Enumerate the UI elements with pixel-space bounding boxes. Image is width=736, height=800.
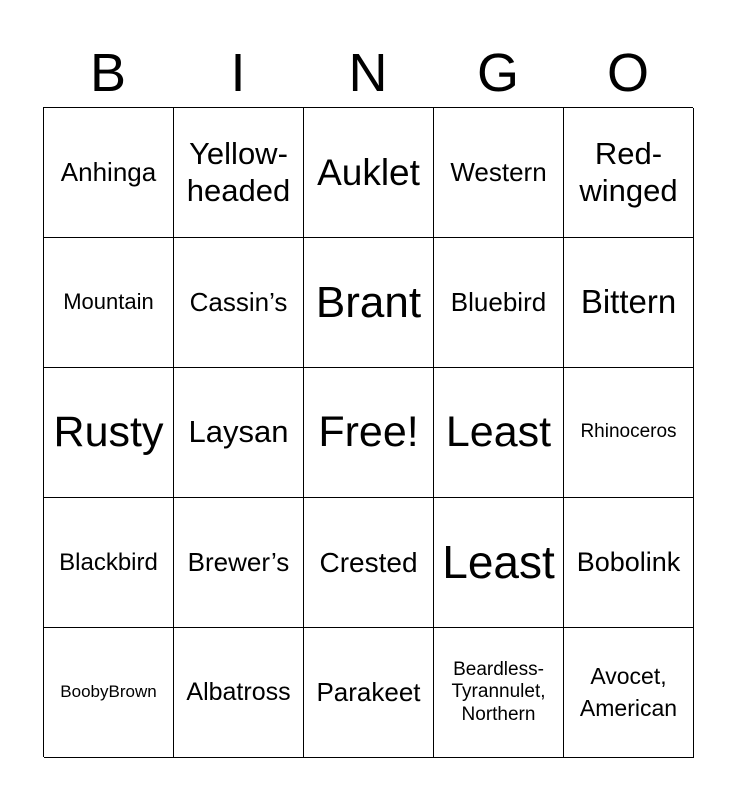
bingo-cell[interactable]: Parakeet — [304, 628, 434, 758]
bingo-cell[interactable]: Crested — [304, 498, 434, 628]
bingo-cell[interactable]: Western — [434, 108, 564, 238]
bingo-cell[interactable]: Least — [434, 368, 564, 498]
header-letter-b: B — [89, 43, 127, 103]
bingo-cell[interactable]: Anhinga — [44, 108, 174, 238]
bingo-cell[interactable]: Bobolink — [564, 498, 694, 628]
bingo-cell[interactable]: Rusty — [44, 368, 174, 498]
bingo-cell[interactable]: Bluebird — [434, 238, 564, 368]
bingo-cell[interactable]: BoobyBrown — [44, 628, 174, 758]
header-letter-g: G — [476, 43, 519, 103]
bingo-cell[interactable]: Yellow-headed — [174, 108, 304, 238]
bingo-cell[interactable]: Auklet — [304, 108, 434, 238]
bingo-cell[interactable]: Least — [434, 498, 564, 628]
bingo-cell[interactable]: Red-winged — [564, 108, 694, 238]
bingo-cell[interactable]: Laysan — [174, 368, 304, 498]
bingo-cell[interactable]: Mountain — [44, 238, 174, 368]
bingo-cell[interactable]: Beardless-Tyrannulet, Northern — [434, 628, 564, 758]
header-letter-i: I — [230, 43, 246, 103]
bingo-cell[interactable]: Blackbird — [44, 498, 174, 628]
bingo-cell[interactable]: Brant — [304, 238, 434, 368]
bingo-cell[interactable]: Rhinoceros — [564, 368, 694, 498]
bingo-header — [43, 38, 693, 108]
header-letter-o: O — [606, 43, 649, 103]
bingo-cell[interactable]: Albatross — [174, 628, 304, 758]
bingo-cell[interactable]: Cassin’s — [174, 238, 304, 368]
free-space[interactable]: Free! — [304, 368, 434, 498]
bingo-cell[interactable]: Brewer’s — [174, 498, 304, 628]
header-letter-n: N — [348, 43, 388, 103]
bingo-cell[interactable]: Bittern — [564, 238, 694, 368]
bingo-cell[interactable]: Avocet, American — [564, 628, 694, 758]
bingo-board — [43, 107, 693, 757]
